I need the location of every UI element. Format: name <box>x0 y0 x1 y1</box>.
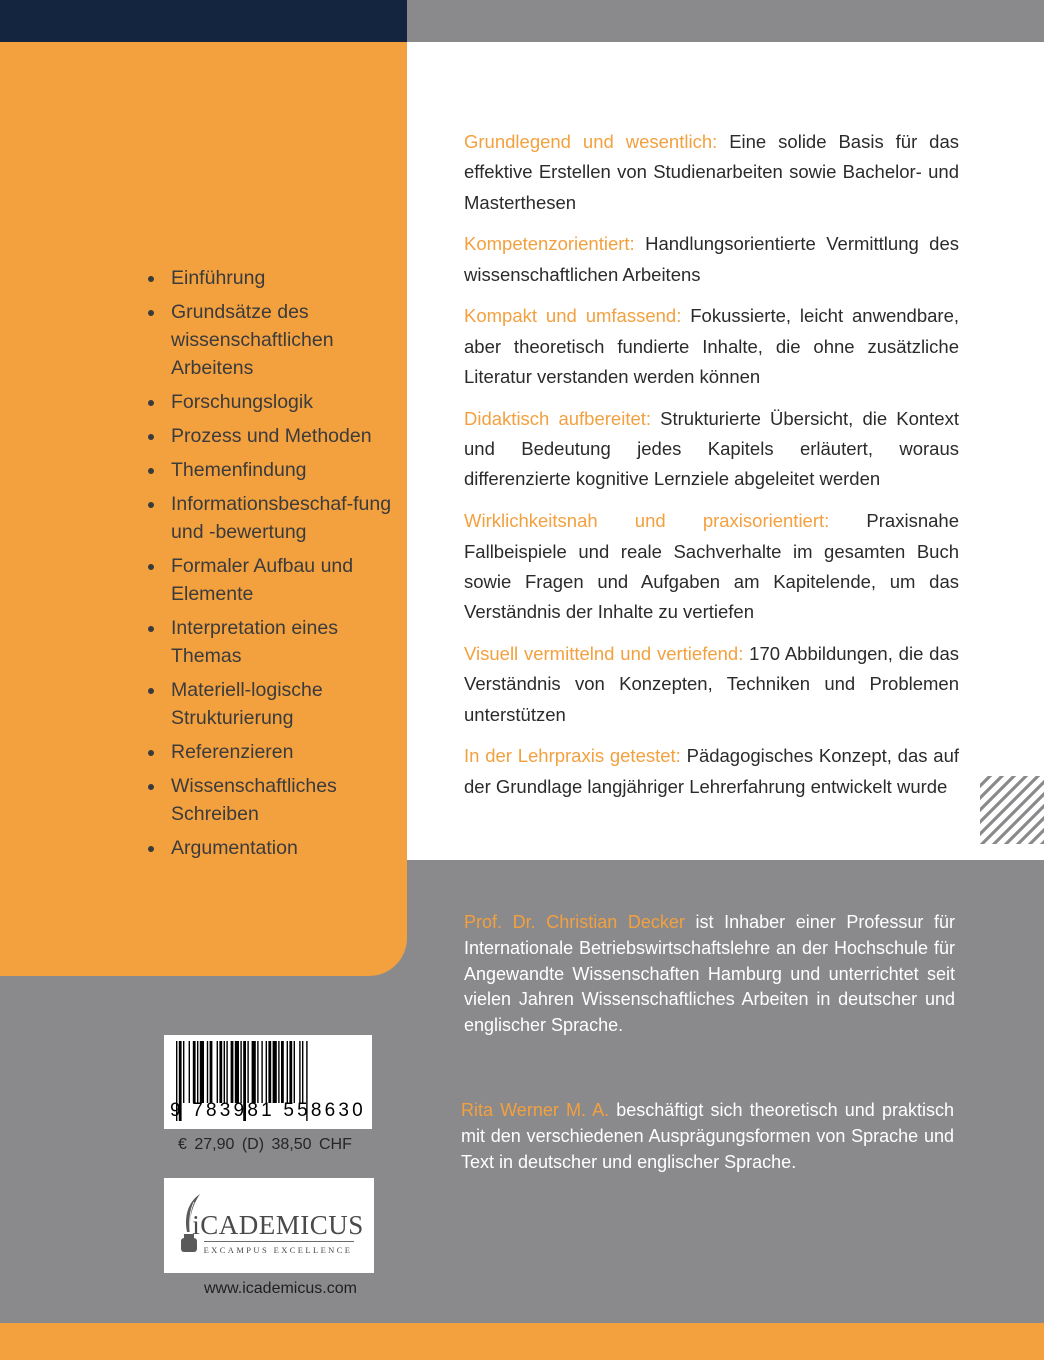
topic-item: Informationsbeschaf-fung und -bewertung <box>146 490 396 546</box>
top-grey-band <box>407 0 1044 42</box>
topic-item: Themenfindung <box>146 456 396 484</box>
price-label: € 27,90 (D) 38,50 CHF <box>178 1136 352 1153</box>
feature-title: Didaktisch aufbereitet: <box>464 407 652 429</box>
feature-text: Fokussierte, leicht anwendbare, aber theoretisch fundierte Inhalte, die ohne zusätzliche Literatur verstanden werden können <box>464 305 959 388</box>
topic-item: Einführung <box>146 264 396 292</box>
feature-text: Eine solide Basis für das effektive Erstellen von Studienarbeiten sowie Bachelor- und Masterthesen <box>464 131 959 213</box>
feature-title: In der Lehrpraxis getestet: <box>464 745 681 767</box>
feature-text: Handlungsorientierte Vermittlung des wissenschaftlichen Arbeitens <box>464 233 959 285</box>
barcode-bar <box>302 1041 303 1103</box>
feature-title: Kompetenzorientiert: <box>464 233 635 255</box>
feature-title: Grundlegend und wesentlich: <box>464 131 718 152</box>
barcode-bar <box>210 1041 213 1103</box>
feature-list <box>464 127 959 813</box>
feature-title: Kompakt und umfassend: <box>464 305 682 327</box>
barcode-bar <box>193 1041 196 1103</box>
topic-item: Forschungslogik <box>146 388 396 416</box>
barcode-bar <box>252 1041 256 1103</box>
feature-paragraph <box>464 229 959 290</box>
barcode-bar <box>226 1041 227 1103</box>
topic-item: Wissenschaftliches Schreiben <box>146 772 396 828</box>
author-bio-decker <box>464 910 955 1039</box>
topic-item: Grundsätze des wissenschaftlichen Arbeitens <box>146 298 396 382</box>
barcode-bar <box>299 1041 300 1103</box>
barcode-bar <box>278 1041 279 1103</box>
top-navy-band <box>0 0 407 42</box>
publisher-tagline: EXCAMPUS EXCELLENCE <box>203 1245 353 1255</box>
publisher-brand: iCADEMICUS <box>192 1210 364 1240</box>
barcode-bar <box>235 1041 239 1103</box>
topic-item: Argumentation <box>146 834 396 862</box>
author-bio-text: beschäftigt sich theoretisch und praktisch mit den verschiedenen Ausprägungsformen von Sprache und Text in deutscher und englischer Sprache. <box>461 1100 954 1172</box>
feature-paragraph <box>464 741 959 802</box>
barcode-bar <box>183 1041 184 1103</box>
feature-text: Strukturierte Übersicht, die Kontext und Bedeutung jedes Kapitels erläutert, woraus differenzierte kognitive Lernziele abgeleitet werden <box>464 407 959 490</box>
barcode-bar <box>261 1041 262 1103</box>
topic-item: Referenzieren <box>146 738 396 766</box>
barcode-bar <box>219 1041 222 1103</box>
barcode-bar <box>287 1041 288 1103</box>
topic-item: Formaler Aufbau und Elemente <box>146 552 396 608</box>
barcode-bar <box>281 1041 284 1103</box>
bottom-orange-strip <box>0 1323 1044 1360</box>
barcode-bar <box>240 1041 241 1103</box>
topic-item: Interpretation eines Themas <box>146 614 396 670</box>
publisher-logo <box>164 1178 374 1273</box>
feature-paragraph <box>464 301 959 392</box>
barcode-bar <box>224 1041 225 1103</box>
barcode-bar <box>273 1041 277 1103</box>
feature-title: Wirklichkeitsnah und praxisorientiert: <box>464 510 830 532</box>
feature-paragraph <box>464 506 959 627</box>
barcode-bar <box>200 1041 204 1103</box>
publisher-website[interactable]: www.icademicus.com <box>204 1280 357 1297</box>
feature-paragraph <box>464 404 959 495</box>
barcode-bar <box>189 1041 190 1103</box>
logo-divider <box>204 1241 354 1242</box>
barcode-bar <box>231 1041 234 1103</box>
feature-text: Praxisnahe Fallbeispiele und reale Sachverhalte im gesamten Buch sowie Fragen und Aufgaben am Kapitelende, um das Verständnis der Inhalte zu vertiefen <box>464 510 959 623</box>
topic-item: Prozess und Methoden <box>146 422 396 450</box>
topic-item: Materiell-logische Strukturierung <box>146 676 396 732</box>
feature-paragraph <box>464 639 959 730</box>
author-name: Prof. Dr. Christian Decker <box>464 912 685 932</box>
author-bio-werner <box>461 1098 954 1175</box>
barcode-bar <box>217 1041 218 1103</box>
isbn-number: 9 783981 558630 <box>170 1100 366 1121</box>
feature-paragraph <box>464 127 959 218</box>
barcode-bar <box>266 1041 267 1103</box>
barcode-bar <box>289 1041 292 1103</box>
feature-title: Visuell vermittelnd und vertiefend: <box>464 642 744 664</box>
barcode-bar <box>268 1041 271 1103</box>
author-name: Rita Werner M. A. <box>461 1100 610 1120</box>
topic-list <box>146 264 396 868</box>
barcode-bar <box>207 1041 208 1103</box>
author-bio-text: ist Inhaber einer Professur für Internationale Betriebswirtschaftslehre an der Hochschule für Angewandte Wissenschaften Hamburg und unterrichtet seit vielen Jahren Wissenschaftliches Arbeiten in deutscher und englischer Sprache. <box>464 912 955 1036</box>
hatch-pattern <box>980 776 1044 844</box>
feature-text: Pädagogisches Konzept, das auf der Grundlage langjähriger Lehrerfahrung entwickelt wurde <box>464 745 959 797</box>
barcode-bar <box>247 1041 248 1103</box>
barcode-bar <box>197 1041 198 1103</box>
feature-text: 170 Abbildungen, die das Verständnis von Konzepten, Techniken und Problemen unterstützen <box>464 642 960 725</box>
barcode-bar <box>257 1041 258 1103</box>
barcode-bar <box>294 1041 295 1103</box>
